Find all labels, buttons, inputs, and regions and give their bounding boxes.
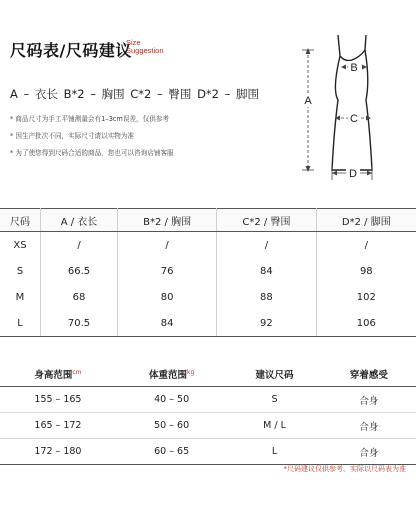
footnote: *尺码建议仅供参考，实际以尺码表为准 — [283, 465, 406, 473]
table-cell: 80 — [118, 284, 217, 310]
d-arrow-left — [332, 171, 337, 176]
a-arrow-top — [306, 48, 311, 54]
size-table — [0, 208, 416, 337]
table-cell: 76 — [118, 258, 217, 284]
table-row — [0, 413, 416, 439]
table-cell: / — [118, 232, 217, 259]
label-a: A — [304, 95, 312, 107]
table-cell: 106 — [316, 310, 416, 337]
header-hem: D*2 / 脚围 — [316, 209, 416, 232]
header-weight-range — [116, 362, 228, 387]
unit-cm: cm — [72, 368, 82, 376]
table-cell: L — [0, 310, 41, 337]
table-row — [0, 284, 416, 310]
table-cell: M — [0, 284, 41, 310]
table-cell: 40 – 50 — [116, 387, 228, 413]
table-cell: 165 – 172 — [0, 413, 116, 439]
table-cell: 70.5 — [41, 310, 118, 337]
table-cell: S — [0, 258, 41, 284]
table-cell: / — [217, 232, 316, 259]
label-b: B — [350, 62, 358, 74]
table-row — [0, 387, 416, 413]
table-cell: 88 — [217, 284, 316, 310]
header-bust: B*2 / 胸围 — [118, 209, 217, 232]
table-cell: 68 — [41, 284, 118, 310]
header-length: A / 衣长 — [41, 209, 118, 232]
b-arrow-right — [362, 65, 367, 70]
table-cell: 92 — [217, 310, 316, 337]
label-c: C — [350, 113, 358, 125]
label-d: D — [349, 168, 357, 180]
table-cell: 155 – 165 — [0, 387, 116, 413]
d-arrow-right — [367, 171, 372, 176]
header-suggested-size: 建议尺码 — [227, 362, 321, 387]
table-cell: 98 — [359, 265, 373, 277]
table-row — [0, 258, 416, 284]
header-height-label: 身高范围 — [34, 370, 73, 381]
header-weight-label: 体重范围 — [148, 370, 187, 381]
header-fit-feel: 穿着感受 — [322, 362, 416, 387]
table-cell: 84 — [217, 258, 316, 284]
size-table-header-row — [0, 209, 416, 232]
table-row — [0, 310, 416, 337]
page-title: 尺码表/尺码建议 — [10, 41, 132, 60]
table-cell: / — [364, 239, 368, 251]
recommendation-table — [0, 362, 416, 465]
table-cell: S — [227, 387, 321, 413]
table-cell: 84 — [118, 310, 217, 337]
table-cell: 66.5 — [41, 258, 118, 284]
dimension-legend: A – 衣长 B*2 – 胸围 C*2 – 臀围 D*2 – 脚围 — [10, 87, 260, 101]
table-cell: 合身 — [322, 439, 416, 465]
garment-diagram — [290, 30, 410, 180]
table-cell: 60 – 65 — [116, 439, 228, 465]
table-cell: 合身 — [322, 413, 416, 439]
table-cell: 合身 — [322, 387, 416, 413]
table-cell: L — [227, 439, 321, 465]
header-size: 尺码 — [0, 209, 41, 232]
recommendation-header-row — [0, 362, 416, 387]
b-arrow-left — [341, 65, 346, 70]
table-cell: XS — [0, 232, 41, 259]
unit-kg: kg — [186, 368, 195, 376]
table-cell: M / L — [227, 413, 321, 439]
header-hip: C*2 / 臀围 — [217, 209, 316, 232]
title-english — [126, 39, 164, 55]
title-english-line-1: Size — [126, 38, 141, 47]
table-cell: 172 – 180 — [0, 439, 116, 465]
note-2: * 因生产批次不同，实际尺寸请以实物为准 — [10, 132, 135, 140]
table-row — [0, 439, 416, 465]
table-row — [0, 232, 416, 259]
garment-outline — [332, 35, 372, 170]
table-cell: 50 – 60 — [116, 413, 228, 439]
table-cell: 102 — [356, 291, 376, 303]
title-english-line-2: Suggestion — [126, 46, 164, 55]
table-cell: / — [41, 232, 118, 259]
note-1: * 商品尺寸为手工平铺测量会有1–3cm误差，仅供参考 — [10, 115, 170, 123]
note-3: * 为了使您得到尺码合适的商品，您也可以咨询店铺客服 — [10, 149, 174, 157]
a-arrow-bottom — [306, 166, 311, 172]
header-height-range — [0, 362, 116, 387]
